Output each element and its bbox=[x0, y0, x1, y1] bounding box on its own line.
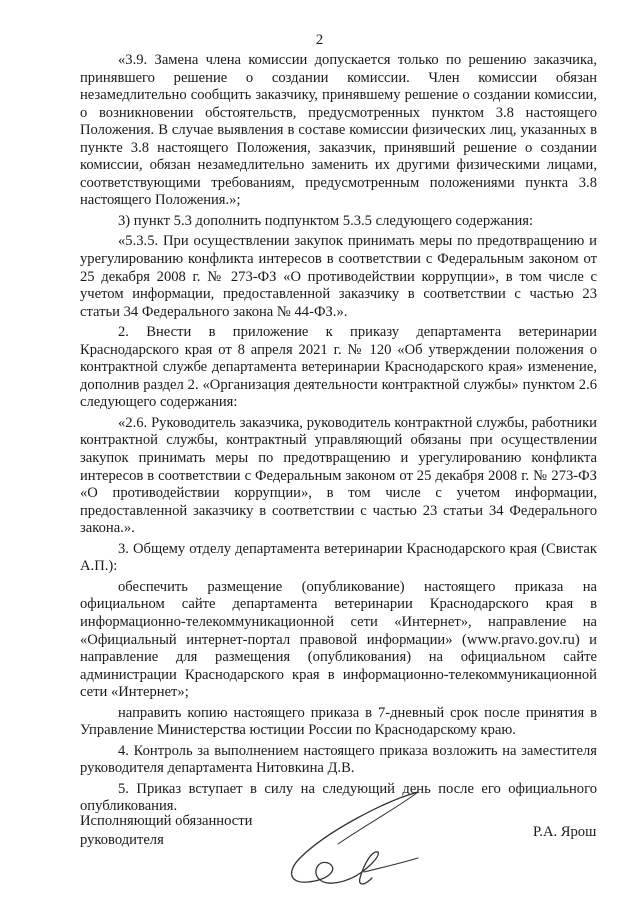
signatory-name: Р.А. Ярош bbox=[533, 824, 597, 840]
signatory-position-line1: Исполняющий обязанности bbox=[80, 813, 253, 829]
paragraph-item-3: 3) пункт 5.3 дополнить подпунктом 5.3.5 следующего содержания: bbox=[118, 212, 534, 229]
paragraph-5-3-5-amendment: «5.3.5. При осуществлении закупок принимать меры по предотвращению и урегулированию конфликта интересов в соответствии с Федеральным законом от 25 декабря 2008 г. № 273-ФЗ «О противодействии коррупции», в том числе с учетом информации, предоставленной заказчику в соответствии с частью 23 статьи 34 Федерального закона № 44-ФЗ.». bbox=[80, 233, 597, 320]
document-body bbox=[80, 52, 597, 816]
paragraph-3-9-amendment: «3.9. Замена члена комиссии допускается только по решению заказчика, принявшего решение о создании комиссии. Член комиссии обязан незамедлительно сообщить заказчику, принявшему решение о создании комиссии, о возникновении обстоятельств, предусмотренных пунктом 3.8 настоящего Положения. В случае выявления в составе комиссии физических лиц, указанных в пункте 3.8 настоящего Положения, заказчик, принявший решение о создании комиссии, обязан незамедлительно заменить их другими физическими лицами, соответствующими требованиям, предусмотренным положениями пункта 3.8 настоящего Положения.»; bbox=[80, 52, 597, 209]
paragraph-2-6-amendment: «2.6. Руководитель заказчика, руководитель контрактной службы, работники контрактной службы, контрактный управляющий обязаны при осуществлении закупок принимать меры по предотвращению и урегулированию конфликта интересов в соответствии с Федеральным законом от 25 декабря 2008 г. № 273-ФЗ «О противодействии коррупции», в том числе с учетом информации, предоставленной заказчику в соответствии с частью 23 статьи 34 Федерального закона.». bbox=[80, 414, 597, 537]
signatory-position-line2: руководителя bbox=[80, 832, 164, 848]
signatory-position bbox=[80, 812, 252, 850]
paragraph-publication: обеспечить размещение (опубликование) настоящего приказа на официальном сайте департамента ветеринарии Краснодарского края в информационно-телекоммуникационной сети «Интернет», направление на «Официальный интернет-портал правовой информации» (www.pravo.gov.ru) и направление для размещения (опубликования) на официальном сайте администрации Краснодарского края в информационно-телекоммуникационной сети «Интернет»; bbox=[80, 578, 597, 701]
page-number: 2 bbox=[315, 32, 324, 48]
paragraph-item-3-general-dept: 3. Общему отделу департамента ветеринарии Краснодарского края (Свистак А.П.): bbox=[80, 540, 597, 575]
paragraph-item-4-control: 4. Контроль за выполнением настоящего приказа возложить на заместителя руководителя департамента Нитовкина Д.В. bbox=[80, 742, 597, 777]
paragraph-ministry-copy: направить копию настоящего приказа в 7-дневный срок после принятия в Управление Министерства юстиции России по Краснодарскому краю. bbox=[80, 704, 597, 739]
paragraph-item-2: 2. Внести в приложение к приказу департамента ветеринарии Краснодарского края от 8 апреля 2021 г. № 120 «Об утверждении положения о контрактной службе департамента ветеринарии Краснодарского края» изменение, дополнив раздел 2. «Организация деятельности контрактной службы» пунктом 2.6 следующего содержания: bbox=[80, 324, 597, 411]
handwritten-signature bbox=[268, 778, 438, 898]
paragraph-item-5-effective: 5. Приказ вступает в силу на следующий день после его официального опубликования. bbox=[80, 780, 597, 815]
